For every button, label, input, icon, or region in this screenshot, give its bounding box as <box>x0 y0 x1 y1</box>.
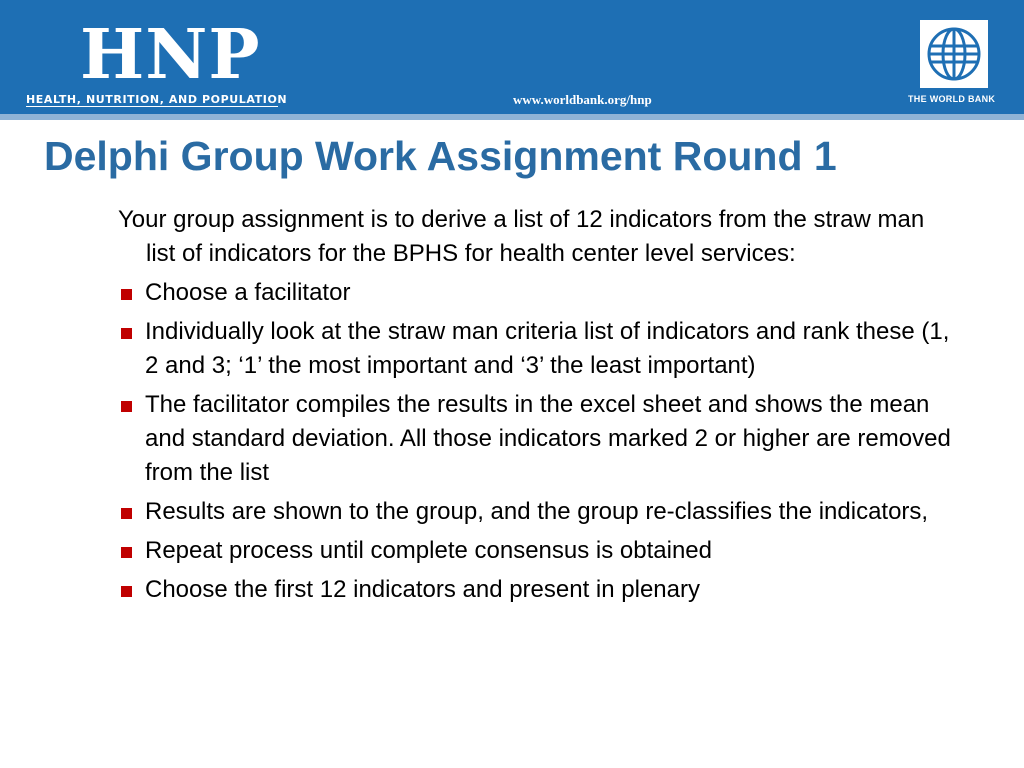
list-item-text: Choose the first 12 indicators and present in plenary <box>145 576 700 603</box>
list-item-text: Repeat process until complete consensus is obtained <box>145 537 712 564</box>
header-rule <box>0 114 1024 120</box>
list-item-text: The facilitator compiles the results in the excel sheet and shows the mean and standard deviation. All those indicators marked 2 or higher are removed from the list <box>145 391 951 486</box>
list-item <box>118 315 958 383</box>
bullet-square-icon <box>121 547 132 558</box>
bullet-square-icon <box>121 401 132 412</box>
list-item-text: Individually look at the straw man criteria list of indicators and rank these (1, 2 and 3; ‘1’ the most important and ‘3’ the least important) <box>145 318 950 379</box>
world-bank-label: THE WORLD BANK <box>908 94 996 104</box>
list-item <box>118 534 958 568</box>
intro-paragraph: Your group assignment is to derive a list of 12 indicators from the straw man list of indicators for the BPHS for health center level services: <box>118 206 925 267</box>
list-item <box>118 573 958 607</box>
bullet-square-icon <box>121 289 132 300</box>
bullet-square-icon <box>121 508 132 519</box>
slide-body <box>118 203 958 612</box>
world-bank-logo <box>920 20 988 88</box>
list-item <box>118 495 958 529</box>
list-item-text: Choose a facilitator <box>145 279 351 306</box>
logo-underline <box>26 106 278 107</box>
bullet-square-icon <box>121 328 132 339</box>
bullet-list <box>118 276 958 607</box>
hnp-logo-subtitle: HEALTH, NUTRITION, AND POPULATION <box>26 93 288 106</box>
globe-icon <box>926 26 982 82</box>
hnp-logo: HNP <box>80 15 261 95</box>
list-item <box>118 388 958 490</box>
website-url: www.worldbank.org/hnp <box>513 92 652 107</box>
list-item <box>118 276 958 310</box>
list-item-text: Results are shown to the group, and the group re-classifies the indicators, <box>145 498 929 525</box>
slide-title: Delphi Group Work Assignment Round 1 <box>44 133 837 179</box>
bullet-square-icon <box>121 586 132 597</box>
